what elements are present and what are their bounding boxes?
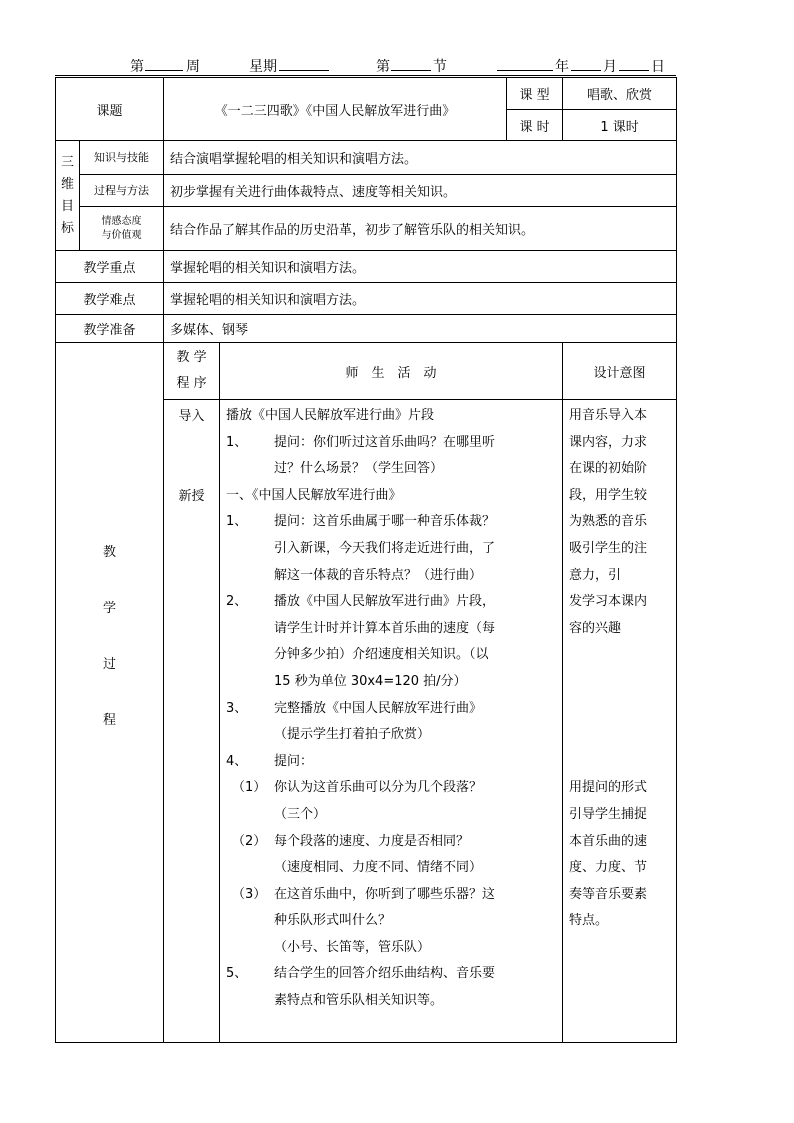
activity-line: 15 秒为单位 30x4=120 拍/分） — [274, 673, 467, 689]
activity-line: 请学生计时并计算本首乐曲的速度（每 — [274, 620, 496, 636]
month-label: 月 — [603, 59, 617, 75]
topic-row — [56, 78, 677, 110]
key-point-text: 掌握轮唱的相关知识和演唱方法。 — [164, 251, 677, 283]
intent-line: 为熟悉的音乐 — [569, 514, 648, 530]
intent-line: 用提问的形式 — [569, 780, 648, 796]
knowledge-label: 知识与技能 — [80, 141, 164, 175]
intent-line: 引导学生捕捉 — [569, 806, 648, 822]
day-label: 日 — [651, 59, 665, 75]
week-prefix: 第 — [130, 59, 144, 75]
activity-line: 2、 播放《中国人民解放军进行曲》片段， — [226, 594, 496, 610]
intent-line: 本首乐曲的速 — [569, 833, 648, 849]
objective-process-row — [56, 175, 677, 207]
weekday-label: 星期 — [249, 59, 277, 75]
activity-line: 5、 结合学生的回答介绍乐曲结构、音乐要 — [226, 966, 496, 982]
lesson-type-label: 课 型 — [507, 78, 563, 110]
sequence-header: 教 学 程 序 — [164, 343, 220, 400]
activity-cell — [220, 400, 563, 1043]
sequence-cell — [164, 400, 220, 1043]
section-prefix: 第 — [376, 59, 390, 75]
prep-label: 教学准备 — [56, 315, 164, 343]
activity-line: 解这一体裁的音乐特点？（进行曲） — [274, 567, 483, 583]
prep-text: 多媒体、钢琴 — [164, 315, 677, 343]
objective-emotion-row — [56, 207, 677, 251]
activity-line: 1、 提问：这首乐曲属于哪一种音乐体裁？ — [226, 514, 496, 530]
intent-line: 容的兴趣 — [569, 620, 622, 636]
process-label-char: 过 — [103, 657, 117, 672]
process-label-cell — [56, 343, 164, 1043]
activity-line: （速度相同、力度不同、情绪不同） — [274, 860, 483, 876]
activity-line: 过？什么场景？（学生回答） — [274, 461, 444, 477]
sequence-new: 新授 — [178, 488, 205, 504]
activity-line: 3、 完整播放《中国人民解放军进行曲》 — [226, 700, 483, 716]
key-point-row — [56, 251, 677, 283]
process-header-row — [56, 343, 677, 400]
intent-cell — [563, 400, 677, 1043]
year-label: 年 — [555, 59, 569, 75]
intent-line: 特点。 — [569, 913, 609, 929]
intent-header: 设计意图 — [563, 343, 677, 400]
process-label-char: 教 — [103, 545, 117, 560]
activity-line: （三个） — [274, 806, 327, 822]
key-point-label: 教学重点 — [56, 251, 164, 283]
activity-line: （3） 在这首乐曲中，你听到了哪些乐器？这 — [232, 886, 496, 902]
process-label-char: 学 — [103, 601, 117, 616]
knowledge-text: 结合演唱掌握轮唱的相关知识和演唱方法。 — [164, 141, 677, 175]
activity-line: 4、 提问： — [226, 753, 314, 769]
process-label: 过程与方法 — [80, 175, 164, 207]
activity-line: 种乐队形式叫什么？ — [274, 913, 392, 929]
topic-label: 课题 — [56, 78, 164, 141]
objectives-group-label: 三 维 目 标 — [56, 141, 80, 251]
intent-line: 用音乐导入本 — [569, 408, 648, 423]
emotion-text: 结合作品了解其作品的历史沿革，初步了解管乐队的相关知识。 — [164, 207, 677, 251]
activity-line: 引入新课，今天我们将走近进行曲，了 — [274, 540, 496, 556]
difficulty-row — [56, 283, 677, 315]
topic-value: 《一二三四歌》《中国人民解放军进行曲》 — [164, 78, 507, 141]
section-suffix: 节 — [433, 59, 447, 75]
lesson-plan-table — [55, 77, 677, 1043]
activity-line: 播放《中国人民解放军进行曲》片段 — [226, 408, 435, 423]
emotion-label: 情感态度 与价值观 — [80, 207, 164, 251]
header-line — [55, 54, 676, 76]
intent-line: 段，用学生较 — [569, 487, 648, 503]
week-suffix: 周 — [186, 59, 200, 75]
process-label-char: 程 — [103, 713, 117, 728]
header-rule — [55, 75, 676, 76]
intent-line: 课内容，力求 — [569, 434, 648, 450]
activity-line: （提示学生打着拍子欣赏） — [274, 727, 431, 743]
activity-line: 素特点和管乐队相关知识等。 — [274, 993, 444, 1009]
activity-header: 师 生 活 动 — [220, 343, 563, 400]
intent-line: 意力，引 — [569, 567, 622, 583]
objective-knowledge-row — [56, 141, 677, 175]
activity-line: （2） 每个段落的速度、力度是否相同？ — [232, 833, 470, 849]
process-text: 初步掌握有关进行曲体裁特点、速度等相关知识。 — [164, 175, 677, 207]
difficulty-text: 掌握轮唱的相关知识和演唱方法。 — [164, 283, 677, 315]
activity-line: （1） 你认为这首乐曲可以分为几个段落？ — [232, 780, 483, 796]
intent-line: 度、力度、节 — [569, 860, 648, 876]
activity-line: （小号、长笛等，管乐队） — [274, 939, 431, 955]
intent-line: 发学习本课内 — [569, 594, 648, 610]
lesson-hours-label: 课 时 — [507, 110, 563, 141]
difficulty-label: 教学难点 — [56, 283, 164, 315]
prep-row — [56, 315, 677, 343]
activity-line: 分钟多少拍）介绍速度相关知识。（以 — [274, 647, 489, 663]
intent-line: 奏等音乐要素 — [569, 886, 648, 902]
sequence-intro: 导入 — [178, 409, 205, 424]
activity-line: 一、《中国人民解放军进行曲》 — [226, 487, 402, 503]
intent-line: 在课的初始阶 — [569, 461, 648, 477]
lesson-type-value: 唱歌、欣赏 — [563, 78, 677, 110]
lesson-hours-value: 1 课时 — [563, 110, 677, 141]
intent-line: 吸引学生的注 — [569, 540, 648, 556]
activity-line: 1、 提问：你们听过这首乐曲吗？在哪里听 — [226, 434, 496, 450]
